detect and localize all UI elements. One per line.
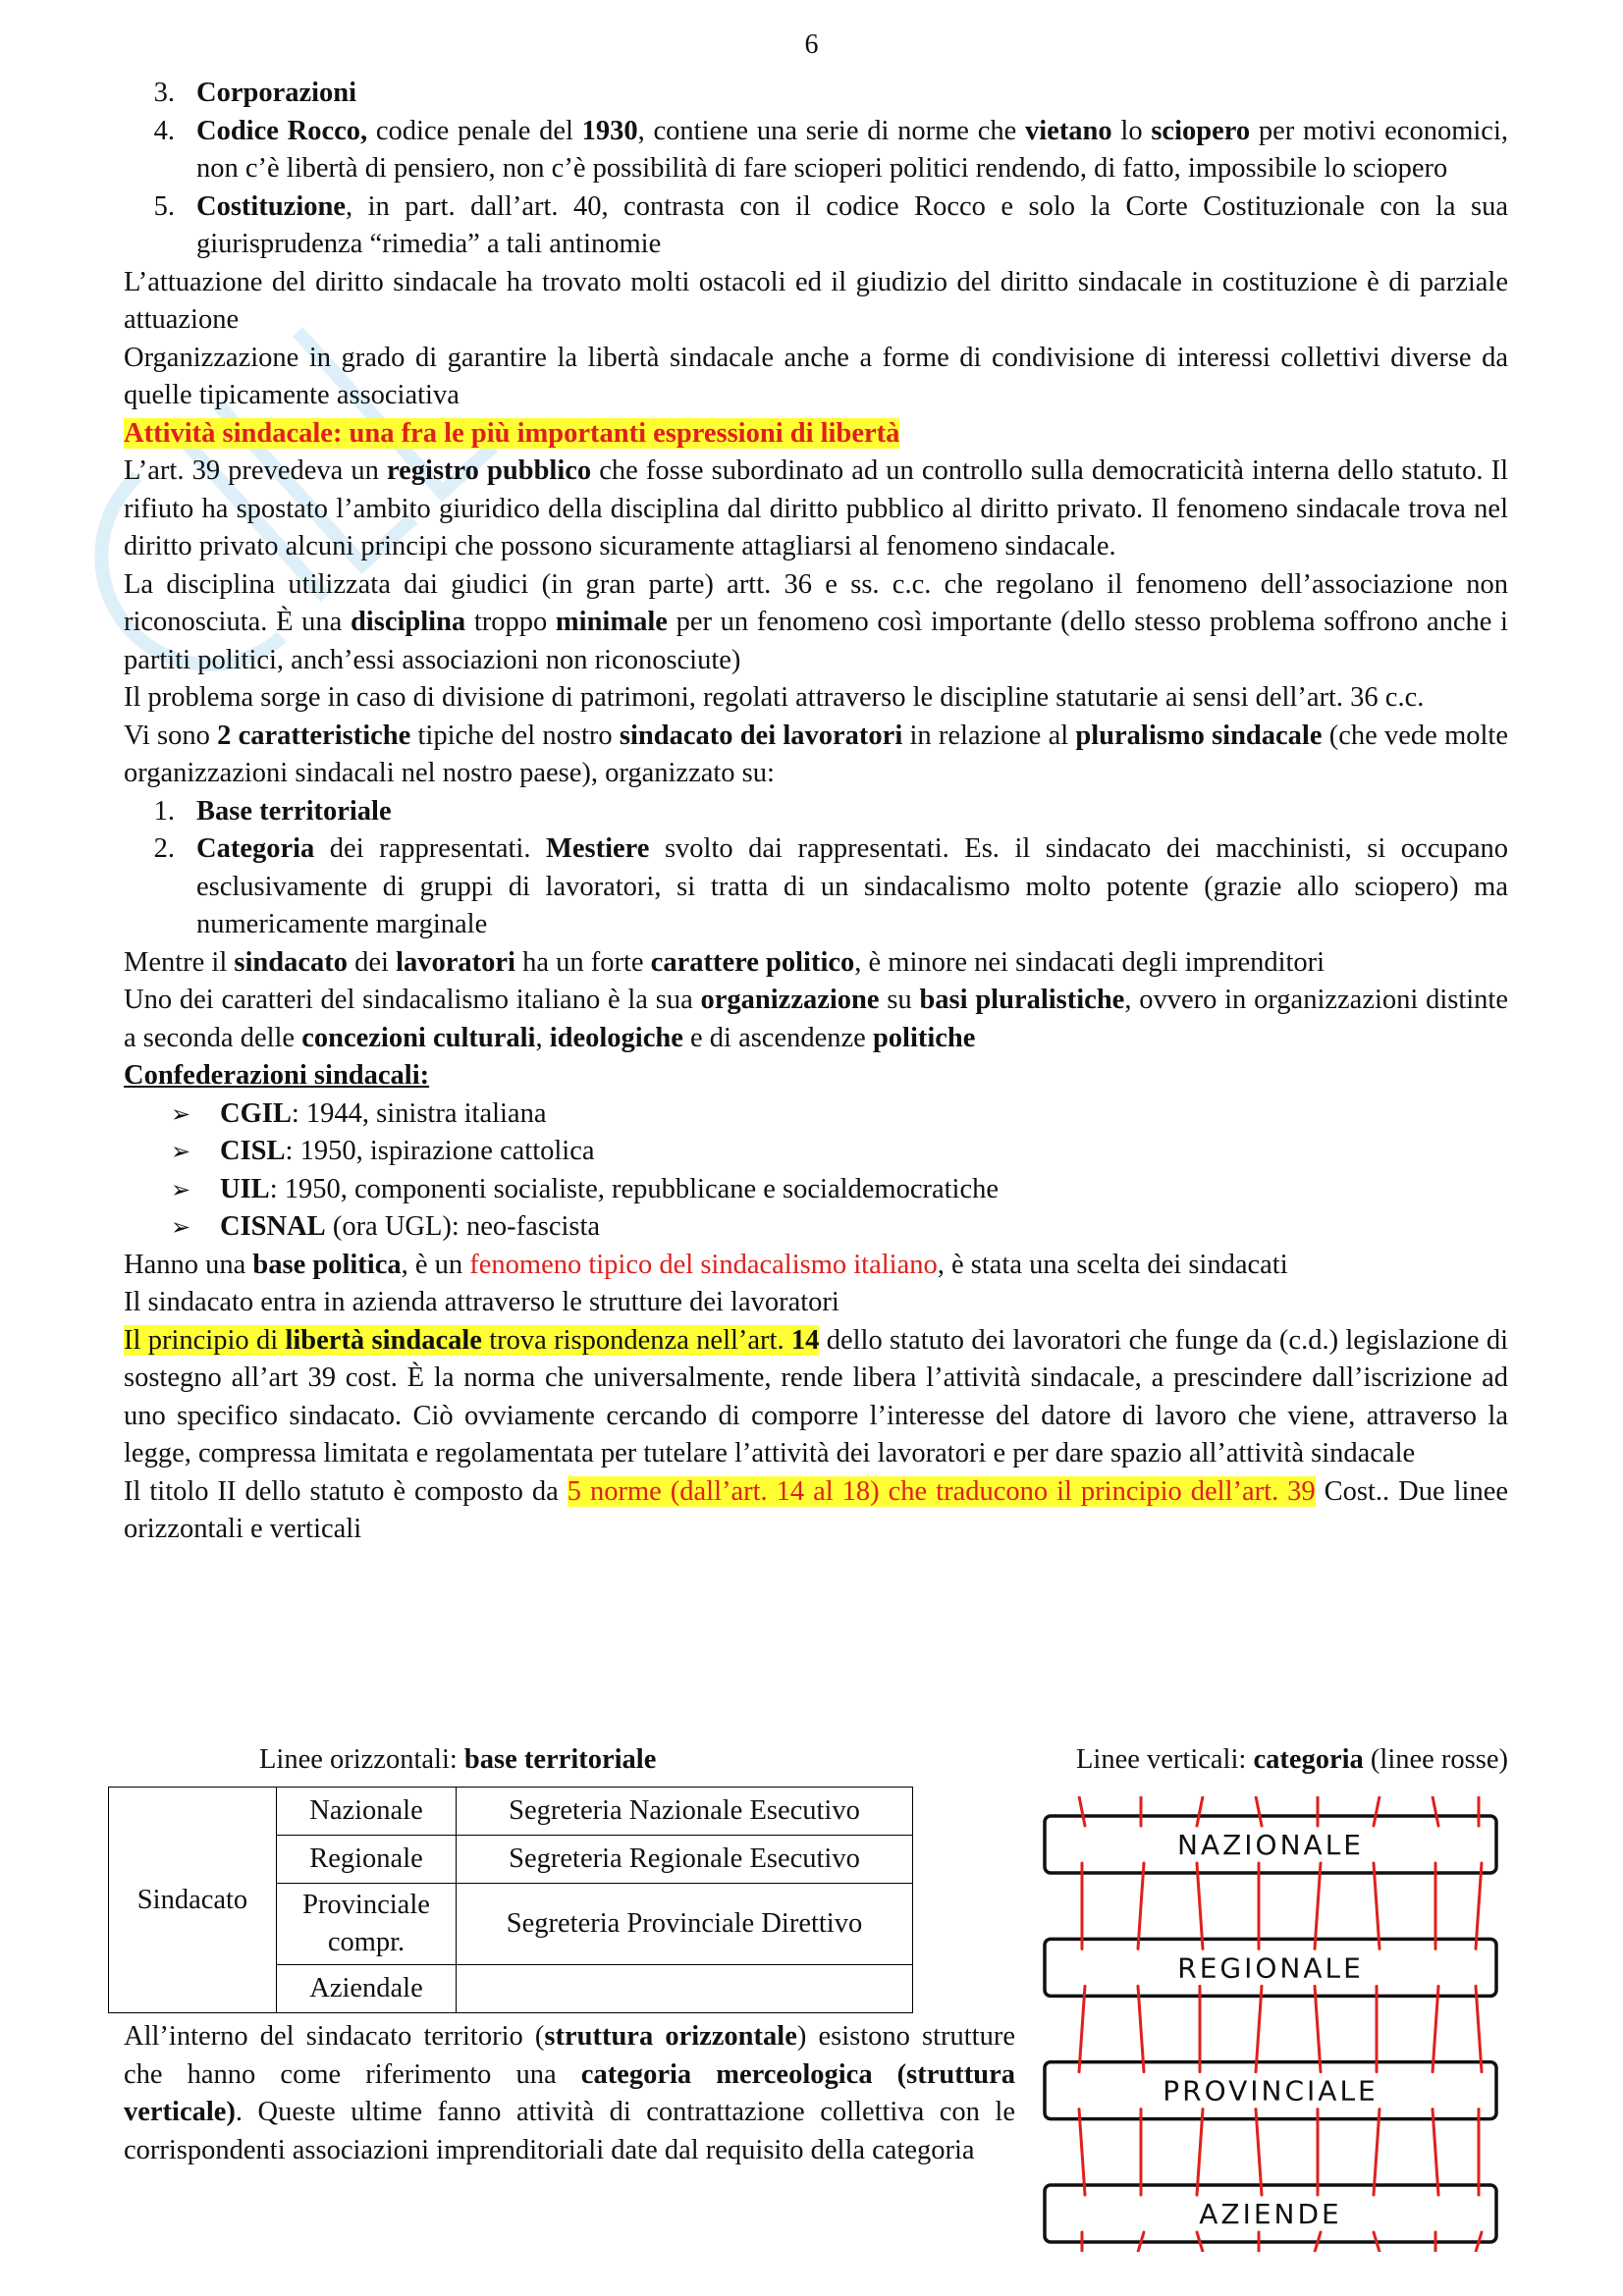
- table-level-cell: Provinciale compr.: [277, 1884, 457, 1965]
- section-heading: Attività sindacale: una fra le più importanti espressioni di libertà: [124, 417, 900, 449]
- list-item: [124, 113, 1508, 188]
- paragraph: Mentre il sindacato dei lavoratori ha un forte carattere politico, è minore nei sindacati degli imprenditori: [124, 946, 1325, 978]
- sketch-category-line: [1256, 2109, 1262, 2195]
- sketch-category-line: [1433, 2109, 1438, 2195]
- document-body: [124, 75, 1508, 1549]
- table-row: [109, 1788, 913, 1836]
- sketch-category-line: [1197, 1863, 1203, 1949]
- list-item-number: 4.: [153, 115, 175, 146]
- list-item-number: 2.: [153, 833, 175, 864]
- structure-section: [124, 1741, 1508, 2252]
- horizontal-lines-label: Linee orizzontali: base territoriale: [259, 1744, 657, 1775]
- list-item: [124, 830, 1508, 944]
- paragraph: Organizzazione in grado di garantire la libertà sindacale anche a forme di condivisione di interessi collettivi diverse da quelle tipicamente associativa: [124, 342, 1508, 410]
- list-item-text: UIL: 1950, componenti socialiste, repubblicane e socialdemocratiche: [220, 1173, 1000, 1204]
- list-item-text: Corporazioni: [196, 78, 357, 108]
- sketch-category-line: [1315, 1986, 1321, 2071]
- sketch-category-line: [1079, 1986, 1085, 2071]
- sketch-level-label: AZIENDE: [1199, 2198, 1342, 2230]
- table-body-cell: Segreteria Regionale Esecutivo: [457, 1836, 913, 1884]
- sketch-category-line: [1476, 1986, 1482, 2071]
- arrow-bullet-icon: ➢: [171, 1213, 191, 1241]
- table-body-cell: [457, 1965, 913, 2013]
- paragraph: L’attuazione del diritto sindacale ha trovato molti ostacoli ed il giudizio del diritto sindacale in costituzione è di parziale attuazione: [124, 266, 1508, 335]
- list-item: [124, 1171, 1508, 1209]
- paragraph: Il titolo II dello statuto è composto da 5 norme (dall’art. 14 al 18) che traducono il principio dell’art. 39 Cost.. Due linee orizzontali e verticali: [124, 1475, 1509, 1544]
- paragraph: Il principio di libertà sindacale trova rispondenza nell’art. 14 dello statuto dei lavoratori che funge da (c.d.) legislazione di sostegno all’art 39 cost. È la norma che universalmente, rende libera l’attività sindacale, a prescindere dall’iscrizione ad uno specifico sindacato. Ciò ovviamente cercando di comporre l’interesse del datore di lavoro che viene, attraverso la legge, compressa limitata e regolamentata per tutelare l’attività dei lavoratori e per dare spazio all’attività sindacale: [124, 1324, 1508, 1468]
- list-item-number: 5.: [153, 190, 175, 222]
- sketch-category-line: [1079, 1796, 1085, 1826]
- table-level-cell: Aziendale: [277, 1965, 457, 2013]
- sketch-category-line: [1138, 1863, 1144, 1949]
- organization-table: [108, 1787, 913, 2013]
- paragraph: L’art. 39 prevedeva un registro pubblico che fosse subordinato ad un controllo sulla democraticità interna dello statuto. Il rifiuto ha spostato l’ambito giuridico della disciplina dal diritto pubblico al diritto privato. Il fenomeno sindacale trova nel diritto privato alcuni principi che possono sicuramente attagliarsi al fenomeno sindacale.: [124, 455, 1508, 561]
- paragraph: Il problema sorge in caso di divisione di patrimoni, regolati attraverso le discipline statutarie ai sensi dell’art. 36 c.c.: [124, 682, 1425, 713]
- sketch-category-line: [1374, 2109, 1380, 2195]
- sketch-category-line: [1476, 1863, 1482, 1949]
- list-item-text: Costituzione, in part. dall’art. 40, contrasta con il codice Rocco e solo la Corte Costituzionale con la sua giurisprudenza “rimedia” a tali antinomie: [196, 190, 1508, 259]
- structure-sketch: [1035, 1796, 1508, 2252]
- sketch-level-label: NAZIONALE: [1177, 1829, 1364, 1861]
- confederations-list: [124, 1095, 1508, 1247]
- table-body-cell: Segreteria Nazionale Esecutivo: [457, 1788, 913, 1836]
- paragraph: La disciplina utilizzata dai giudici (in gran parte) artt. 36 e ss. c.c. che regolano il fenomeno dell’associazione non riconosciuta. È una disciplina troppo minimale per un fenomeno così importante (dello stesso problema soffrono anche i partiti politici, anch’essi associazioni non riconosciute): [124, 568, 1508, 675]
- arrow-bullet-icon: ➢: [171, 1099, 191, 1128]
- list-item-text: CGIL: 1944, sinistra italiana: [220, 1097, 547, 1129]
- sketch-category-line: [1433, 1986, 1438, 2071]
- sketch-category-line: [1433, 1796, 1438, 1826]
- arrow-bullet-icon: ➢: [171, 1138, 191, 1165]
- sketch-category-line: [1315, 1863, 1321, 1949]
- sketch-category-line: [1374, 1863, 1380, 1949]
- list-item-text: Codice Rocco, codice penale del 1930, contiene una serie di norme che vietano lo sciopero per motivi economici, non c’è libertà di pensiero, non c’è possibilità di fare scioperi politici rendendo, di fatto, impossibile lo sciopero: [196, 115, 1508, 184]
- list-item-number: 1.: [153, 795, 175, 827]
- sketch-level-label: REGIONALE: [1177, 1951, 1364, 1985]
- sketch-category-line: [1079, 2109, 1085, 2195]
- sketch-category-line: [1256, 1796, 1262, 1826]
- list-item: [124, 1095, 1508, 1134]
- arrow-bullet-icon: ➢: [171, 1175, 191, 1203]
- table-root-cell: Sindacato: [109, 1788, 277, 2013]
- list-item: [124, 75, 1508, 113]
- table-level-cell: Regionale: [277, 1836, 457, 1884]
- list-item-text: Categoria dei rappresentati. Mestiere svolto dai rappresentati. Es. il sindacato dei macchinisti, si occupano esclusivamente di gruppi di lavoratori, si tratta di un sindacalismo molto potente (grazie allo sciopero) ma numericamente marginale: [196, 833, 1509, 939]
- sketch-category-line: [1256, 1986, 1262, 2071]
- paragraph: Vi sono 2 caratteristiche tipiche del nostro sindacato dei lavoratori in relazione al pluralismo sindacale (che vede molte organizzazioni sindacali nel nostro paese), organizzato su:: [124, 720, 1508, 788]
- page-number: 6: [804, 29, 819, 60]
- list-item-text: Base territoriale: [196, 795, 392, 827]
- list-item-text: CISL: 1950, ispirazione cattolica: [220, 1136, 595, 1166]
- paragraph: Hanno una base politica, è un fenomeno tipico del sindacalismo italiano, è stata una scelta dei sindacati: [124, 1249, 1288, 1280]
- sketch-category-line: [1197, 2109, 1203, 2195]
- list-item-number: 3.: [153, 78, 175, 108]
- list-item: [124, 188, 1508, 264]
- sketch-category-line: [1197, 1796, 1203, 1826]
- list-item: [124, 1133, 1508, 1171]
- table-body-cell: Segreteria Provinciale Direttivo: [457, 1884, 913, 1965]
- numbered-list-characteristics: [124, 793, 1508, 944]
- sketch-category-line: [1374, 1796, 1380, 1826]
- vertical-lines-label: Linee verticali: categoria (linee rosse): [1076, 1744, 1508, 1775]
- list-item: [124, 793, 1508, 831]
- sketch-category-line: [1138, 1986, 1144, 2071]
- paragraph: Il sindacato entra in azienda attraverso le strutture dei lavoratori: [124, 1287, 839, 1317]
- list-item: [124, 1208, 1508, 1247]
- numbered-list-sources: [124, 75, 1508, 264]
- paragraph: Uno dei caratteri del sindacalismo italiano è la sua organizzazione su basi pluralistiche, ovvero in organizzazioni distinte a seconda delle concezioni culturali, ideologiche e di ascendenze politiche: [124, 985, 1508, 1053]
- table-level-cell: Nazionale: [277, 1788, 457, 1836]
- section-heading: Confederazioni sindacali:: [124, 1060, 430, 1091]
- sketch-level-label: PROVINCIALE: [1163, 2074, 1379, 2108]
- closing-paragraph: All’interno del sindacato territorio (struttura orizzontale) esistono strutture che hanno come riferimento una categoria merceologica (struttura verticale). Queste ultime fanno attività di contrattazione collettiva con le corrispondenti associazioni imprenditoriali date dal requisito della categoria: [124, 2021, 1015, 2165]
- list-item-text: CISNAL (ora UGL): neo-fascista: [220, 1211, 601, 1242]
